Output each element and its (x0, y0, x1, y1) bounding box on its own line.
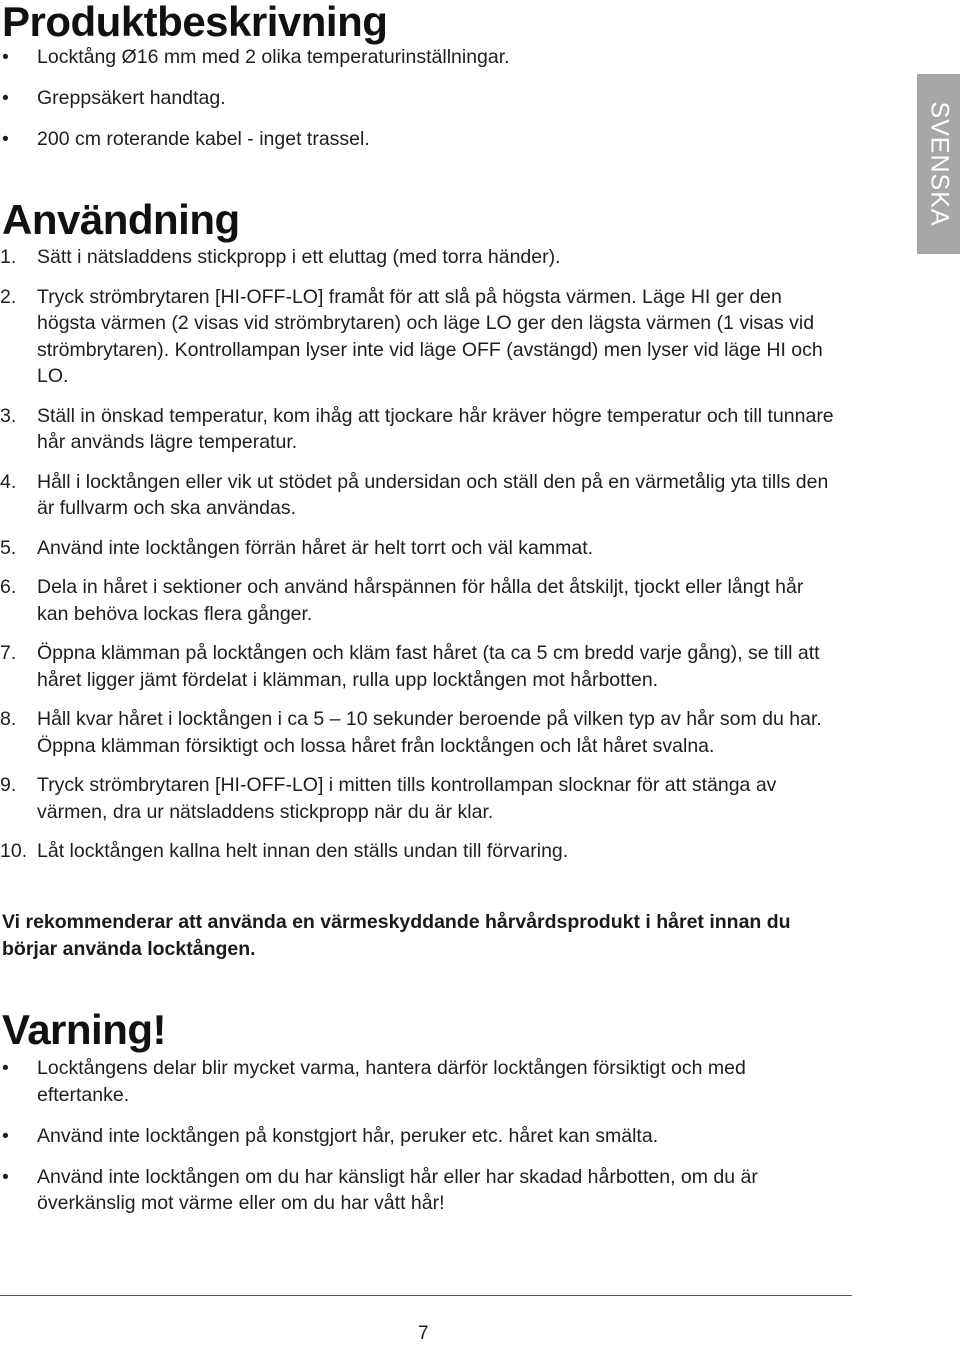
section-title-usage: Användning (2, 196, 240, 243)
step-text: Ställ in önskad temperatur, kom ihåg att tjockare hår kräver högre temperatur och till tunnare hår används lägre temperatur. (37, 404, 834, 453)
step-text: Öppna klämman på locktången och kläm fast håret (ta ca 5 cm bredd varje gång), se till att håret ligger jämt fördelat i klämman, rulla upp locktången mot hårbotten. (37, 642, 820, 691)
list-item (0, 1123, 827, 1150)
step-number: 3. (0, 404, 17, 427)
list-item-text: Greppsäkert handtag. (37, 87, 226, 109)
section-title-warning: Varning! (2, 1006, 167, 1053)
language-tab-label: SVENSKA (925, 101, 953, 227)
bullet-icon: • (2, 46, 9, 68)
list-item-text: Använd inte locktången om du har känsligt hår eller har skadad hårbotten, om du är överkänslig mot värme eller om du har vått hår! (37, 1165, 758, 1214)
list-item-text: Använd inte locktången på konstgjort hår, peruker etc. håret kan smälta. (37, 1124, 659, 1147)
list-item (0, 1164, 827, 1217)
language-tab (917, 74, 960, 254)
list-item-text: 200 cm roterande kabel - inget trassel. (37, 128, 370, 150)
step-item (0, 640, 837, 693)
step-item (0, 535, 837, 562)
list-item-text: Locktångens delar blir mycket varma, hantera därför locktången försiktigt och med eftertanke. (37, 1057, 746, 1106)
list-item (0, 1055, 827, 1108)
section-title-product-description: Produktbeskrivning (2, 0, 388, 45)
bullet-icon: • (2, 1165, 9, 1188)
bullet-icon: • (2, 1057, 9, 1079)
step-item (0, 469, 837, 522)
product-feature-list (0, 44, 827, 167)
recommendation-note: Vi rekommenderar att använda en värmeskyddande hårvårdsprodukt i håret innan du börjar använda locktången. (2, 911, 791, 960)
step-number: 2. (0, 285, 17, 308)
footer-divider (0, 1295, 852, 1296)
list-item (0, 126, 827, 153)
step-item (0, 244, 837, 271)
warning-list (0, 1055, 827, 1231)
step-item (0, 772, 837, 825)
step-item (0, 574, 837, 627)
step-item (0, 403, 837, 456)
step-number: 6. (0, 576, 17, 598)
step-text: Använd inte locktången förrän håret är helt torrt och väl kammat. (37, 536, 594, 559)
list-item (0, 44, 827, 71)
step-number: 4. (0, 470, 17, 493)
step-number: 5. (0, 536, 17, 559)
step-item (0, 706, 837, 759)
step-number: 7. (0, 642, 17, 664)
step-number: 1. (0, 246, 17, 268)
page-number: 7 (418, 1323, 429, 1344)
step-number: 10. (0, 840, 28, 862)
bullet-icon: • (2, 87, 9, 109)
step-text: Håll kvar håret i locktången i ca 5 – 10 sekunder beroende på vilken typ av hår som du har. Öppna klämman försiktigt och lossa håret från locktången och låt håret svalna. (37, 708, 822, 757)
step-item (0, 838, 837, 865)
bullet-icon: • (2, 128, 9, 150)
step-text: Sätt i nätsladdens stickpropp i ett eluttag (med torra händer). (37, 246, 561, 268)
step-text: Tryck strömbrytaren [HI-OFF-LO] i mitten tills kontrollampan slocknar för att stänga av värmen, dra ur nätsladdens stickpropp när du är klar. (37, 774, 777, 823)
step-text: Håll i locktången eller vik ut stödet på undersidan och ställ den på en värmetålig yta tills den är fullvarm och ska användas. (37, 470, 829, 519)
bullet-icon: • (2, 1124, 9, 1147)
list-item (0, 85, 827, 112)
list-item-text: Locktång Ø16 mm med 2 olika temperaturinställningar. (37, 46, 510, 68)
step-item (0, 284, 837, 390)
usage-steps-list (0, 244, 837, 878)
step-text: Låt locktången kallna helt innan den ställs undan till förvaring. (37, 840, 569, 862)
step-text: Tryck strömbrytaren [HI-OFF-LO] framåt för att slå på högsta värmen. Läge HI ger den högsta värmen (2 visas vid strömbrytaren) och läge LO ger den lägsta värmen (1 visas vid strömbrytaren). Kontrollampan lyser inte vid läge OFF (avstängd) men lyser vid läge HI och LO. (37, 285, 823, 387)
step-number: 9. (0, 774, 17, 796)
step-text: Dela in håret i sektioner och använd hårspännen för hålla det åtskiljt, tjockt eller långt hår kan behöva lockas flera gånger. (37, 576, 804, 625)
step-number: 8. (0, 708, 17, 730)
